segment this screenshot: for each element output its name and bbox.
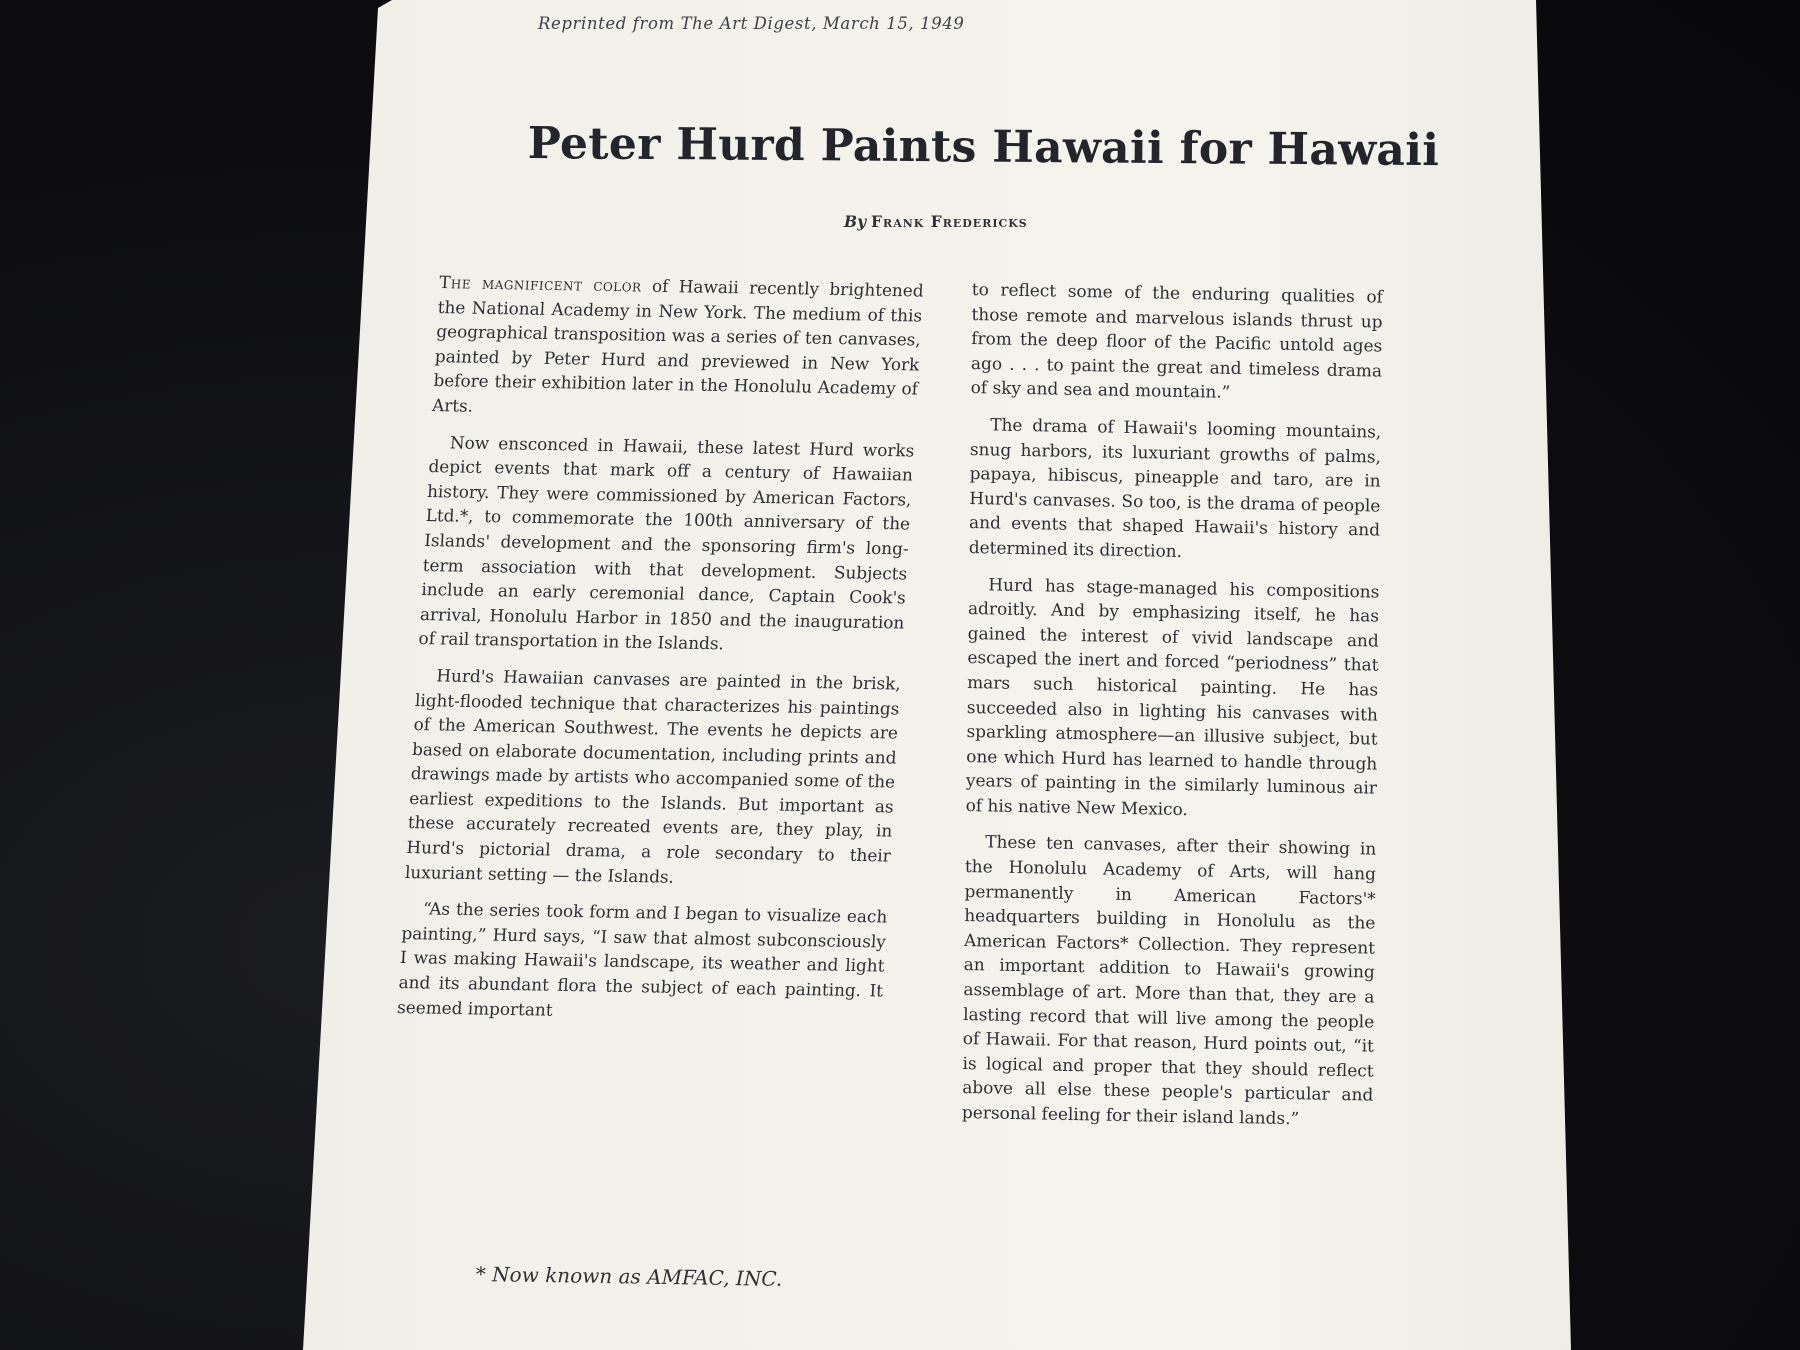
reprint-notice: Reprinted from The Art Digest, March 15, 1949 — [538, 14, 965, 33]
article-title: Peter Hurd Paints Hawaii for Hawaii — [527, 118, 1440, 177]
paragraph: Hurd has stage-managed his compositions adroitly. And by emphasizing itself, he has gained the interest of vivid landscape and escaped the inert and forced “periodness” that mars such historical painting. He has succeeded also in lighting his canvases with sparkling atmosphere—an illusive subject, but one which Hurd has learned to handle through years of painting in the similarly luminous air of his native New Mexico. — [965, 573, 1380, 819]
paragraph: The drama of Hawaii's looming mountains, snug harbors, its luxuriant growths of palms, papaya, hibiscus, pineapple and taro, are in Hurd's canvases. So too, is the drama of people and events that shaped Hawaii's history and determined its direction. — [968, 414, 1382, 561]
paragraph: Hurd's Hawaiian canvases are painted in the brisk, light-flooded technique that characterizes his paintings of the American Southwest. The events he depicts are based on elaborate documentation, including prints and drawings made by artists who accompanied some of the earliest expeditions to the Islands. But important as these accurately recreated events are, they play, in Hurd's pictorial drama, a role secondary to their luxuriant setting — the Islands. — [404, 665, 902, 887]
right-column — [962, 277, 1383, 1144]
paragraph: Now ensconced in Hawaii, these latest Hurd works depict events that mark off a century of Hawaiian history. They were commissioned by American Factors, Ltd.*, to commemorate the 100th anniversary of the Islands' development and the sponsoring firm's long-term association with that development. Subjects include an early ceremonial dance, Captain Cook's arrival, Honolulu Harbor in 1850 and the inauguration of rail transportation in the Islands. — [418, 431, 915, 654]
byline — [844, 212, 1028, 231]
paragraph-text: of Hawaii recently brightened the National Academy in New York. The medium of this geographical transposition was a series of ten canvases, painted by Peter Hurd and previewed in New York before their exhibition later in the Honolulu Academy of Arts. — [431, 275, 925, 416]
footnote: * Now known as AMFAC, INC. — [475, 1262, 783, 1291]
lead-in-small-caps: The magnificent color — [438, 272, 643, 296]
left-column — [396, 270, 924, 1040]
byline-author: Frank Fredericks — [871, 212, 1028, 231]
paragraph: These ten canvases, after their showing in the Honolulu Academy of Arts, will hang permanently in American Factors'* headquarters building in Honolulu as the American Factors* Collection. They represent an important addition to Hawaii's growing assemblage of art. More than that, they are a lasting record that will live among the people of Hawaii. For that reason, Hurd points out, “it is logical and proper that they should reflect above all else these people's particular and personal feeling for their island lands.” — [961, 831, 1377, 1129]
byline-prefix: By — [844, 212, 867, 231]
paragraph — [431, 270, 924, 426]
paragraph: to reflect some of the enduring qualities of those remote and marvelous islands thrust up from the deep floor of the Pacific untold ages ago . . . to paint the great and timeless drama of sky and sea and mountain.” — [970, 279, 1384, 403]
paragraph: “As the series took form and I began to visualize each painting,” Hurd says, “I saw that almost subconsciously I was making Hawaii's landscape, its weather and light and its abundant flora the subject of each painting. It seemed important — [396, 898, 888, 1020]
